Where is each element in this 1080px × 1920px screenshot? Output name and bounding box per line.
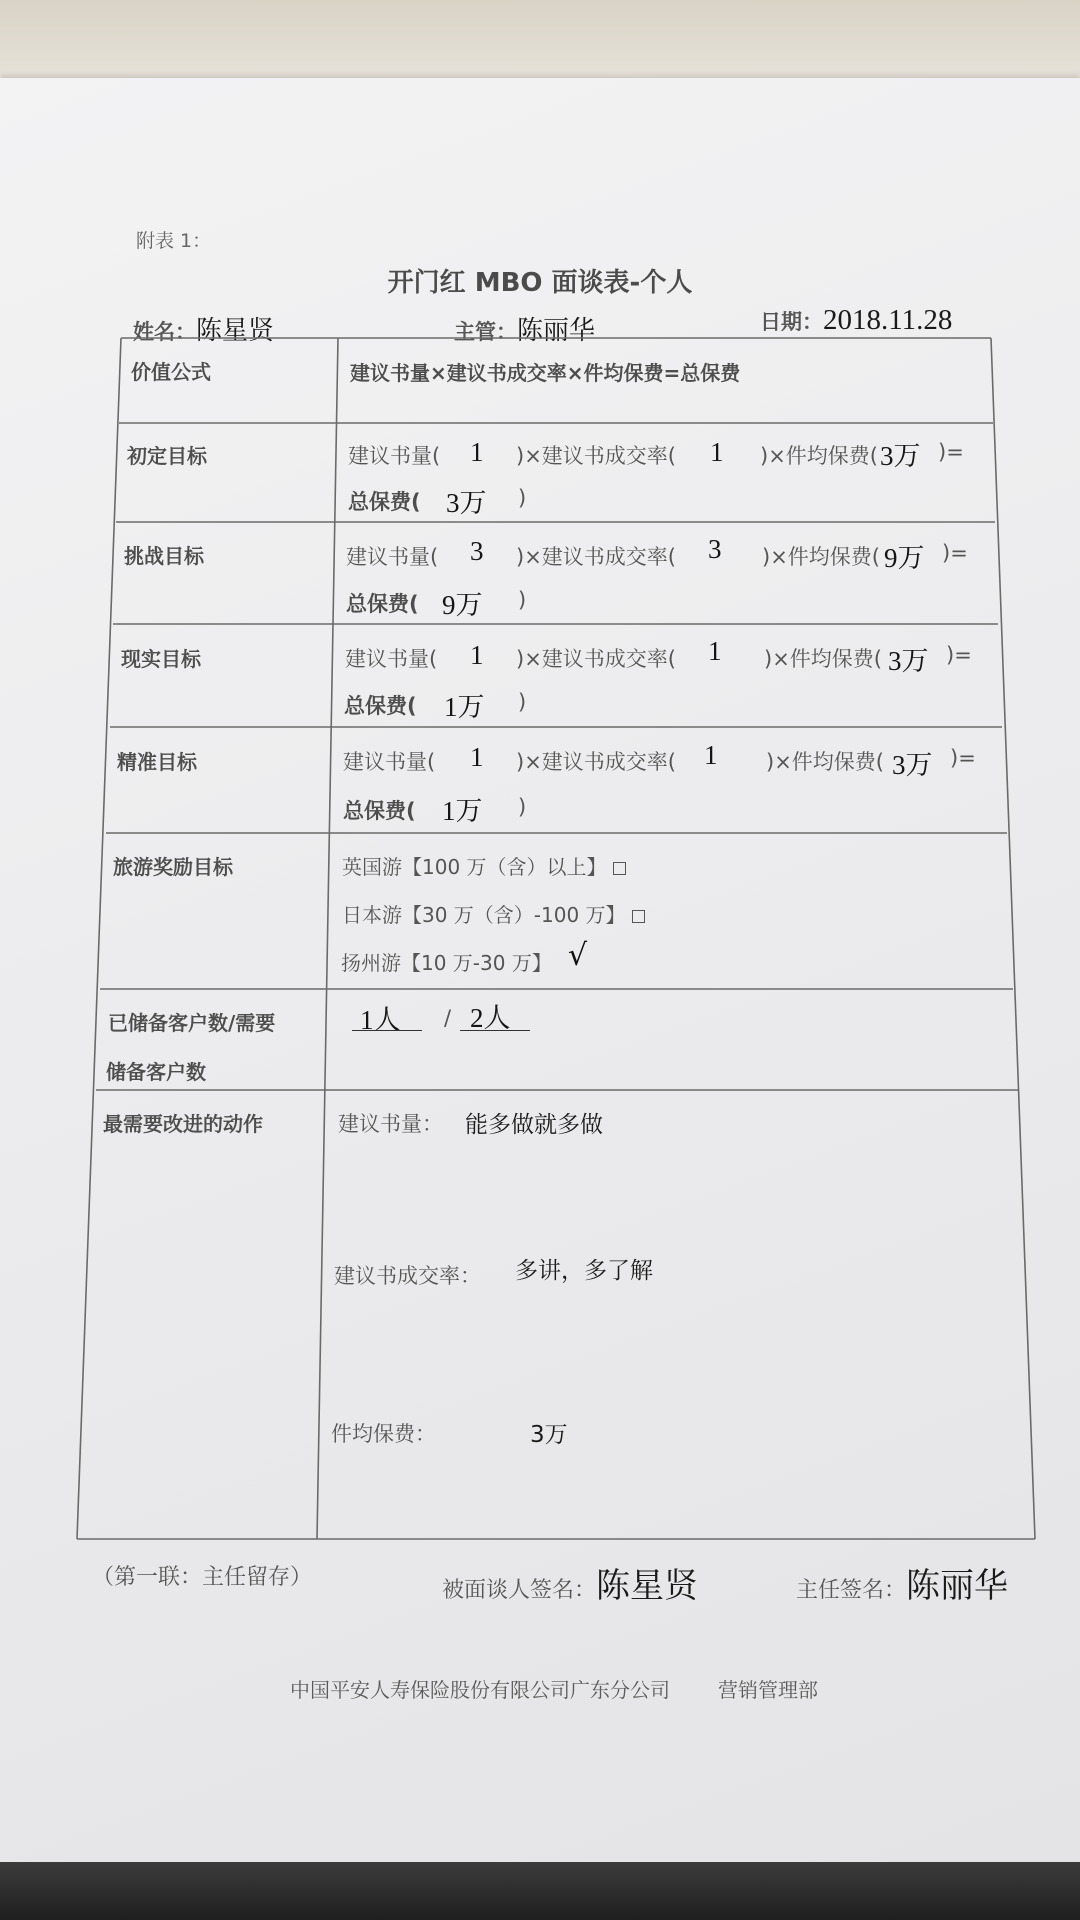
interviewee-signature-field — [442, 1558, 698, 1607]
equals-term: )= — [950, 746, 976, 770]
equals-term: )= — [938, 440, 964, 464]
date-value: 2018.11.28 — [823, 304, 953, 336]
improve-premium-label: 件均保费： — [331, 1422, 436, 1446]
total-value: 3万 — [446, 488, 487, 518]
date-label: 日期： — [760, 310, 823, 334]
clients-label-line1: 已储备客户数/需要 — [108, 1011, 276, 1035]
reserved-underline — [352, 1030, 422, 1031]
background-desk-bottom — [0, 1862, 1080, 1920]
annex-label: 附表 1： — [136, 230, 212, 252]
total-term: 总保费( — [346, 592, 419, 616]
clients-label-line2: 储备客户数 — [106, 1060, 206, 1084]
close-term: ) — [518, 690, 527, 714]
qty-term: 建议书量( — [343, 750, 436, 774]
improve-qty-value: 能多做就多做 — [465, 1112, 603, 1138]
checkbox-empty-icon — [632, 910, 645, 923]
improve-rate-value: 多讲，多了解 — [515, 1258, 653, 1284]
manager-value: 陈丽华 — [517, 316, 596, 345]
rate-term: )×建议书成交率( — [516, 647, 676, 671]
rate-term: )×建议书成交率( — [516, 750, 676, 774]
equals-term: )= — [942, 541, 968, 565]
goal-label: 初定目标 — [127, 444, 207, 468]
interviewee-signature-label: 被面谈人签名： — [442, 1578, 597, 1603]
close-term: ) — [518, 486, 527, 510]
goal-label: 挑战目标 — [124, 544, 204, 568]
date-field — [760, 304, 952, 337]
qty-value: 1 — [470, 742, 484, 772]
manager-field — [454, 310, 595, 347]
director-signature: 陈丽华 — [906, 1568, 1009, 1605]
premium-term: )×件均保费( — [762, 545, 880, 569]
goal-label: 现实目标 — [121, 647, 201, 671]
travel-option-yangzhou — [341, 947, 552, 976]
total-value: 9万 — [442, 590, 483, 620]
background-desk-top — [0, 0, 1080, 90]
director-signature-label: 主任签名： — [796, 1578, 907, 1603]
name-label: 姓名： — [133, 320, 196, 344]
name-value: 陈星贤 — [196, 316, 275, 345]
total-term: 总保费( — [343, 799, 416, 823]
rate-value: 1 — [708, 636, 722, 666]
total-value: 1万 — [442, 796, 483, 826]
copy-note: （第一联：主任留存） — [92, 1565, 313, 1590]
improve-rate-label: 建议书成交率： — [334, 1264, 481, 1288]
formula-text: 建议书量×建议书成交率×件均保费=总保费 — [350, 361, 741, 385]
travel-option-japan — [342, 899, 645, 928]
travel-option-text: 英国游【100 万（含）以上】 — [342, 855, 607, 879]
clients-separator: / — [444, 1006, 452, 1030]
qty-value: 1 — [470, 640, 484, 670]
premium-term: )×件均保费( — [766, 750, 884, 774]
company-name: 中国平安人寿保险股份有限公司广东分公司 — [290, 1678, 670, 1702]
premium-value: 9万 — [884, 543, 925, 573]
premium-value: 3万 — [880, 441, 921, 471]
clients-reserved-value: 1人 — [360, 1005, 401, 1035]
premium-term: )×件均保费( — [764, 647, 882, 671]
qty-term: 建议书量( — [345, 647, 438, 671]
manager-label: 主管： — [454, 320, 517, 344]
department-name: 营销管理部 — [718, 1678, 818, 1702]
premium-term: )×件均保费( — [760, 444, 878, 468]
goal-label: 精准目标 — [117, 750, 197, 774]
interviewee-signature: 陈星贤 — [596, 1568, 699, 1605]
director-signature-field — [796, 1558, 1008, 1607]
travel-option-text: 日本游【30 万（含）-100 万】 — [342, 903, 626, 927]
qty-value: 1 — [470, 437, 484, 467]
improve-qty-label: 建议书量： — [338, 1112, 443, 1136]
improve-premium-value: 3万 — [530, 1422, 568, 1448]
rate-value: 1 — [704, 740, 718, 770]
qty-term: 建议书量( — [346, 545, 439, 569]
close-term: ) — [518, 588, 527, 612]
form-title: 开门红 MBO 面谈表-个人 — [387, 268, 693, 298]
checkbox-empty-icon — [613, 862, 626, 875]
premium-value: 3万 — [892, 750, 933, 780]
name-field — [133, 310, 274, 347]
rate-term: )×建议书成交率( — [516, 444, 676, 468]
qty-value: 3 — [470, 536, 484, 566]
travel-label: 旅游奖励目标 — [113, 855, 233, 879]
total-term: 总保费( — [348, 490, 421, 514]
rate-value: 3 — [708, 534, 722, 564]
needed-underline — [460, 1030, 530, 1031]
total-term: 总保费( — [344, 694, 417, 718]
travel-option-uk — [342, 851, 626, 880]
equals-term: )= — [946, 643, 972, 667]
premium-value: 3万 — [888, 646, 929, 676]
clients-needed-value: 2人 — [470, 1003, 511, 1033]
close-term: ) — [518, 795, 527, 819]
formula-label: 价值公式 — [131, 360, 211, 384]
qty-term: 建议书量( — [348, 444, 441, 468]
travel-option-text: 扬州游【10 万-30 万】 — [341, 951, 552, 975]
rate-value: 1 — [710, 437, 724, 467]
improve-label: 最需要改进的动作 — [103, 1112, 263, 1136]
total-value: 1万 — [444, 692, 485, 722]
rate-term: )×建议书成交率( — [516, 545, 676, 569]
checkmark-icon: √ — [568, 938, 588, 973]
